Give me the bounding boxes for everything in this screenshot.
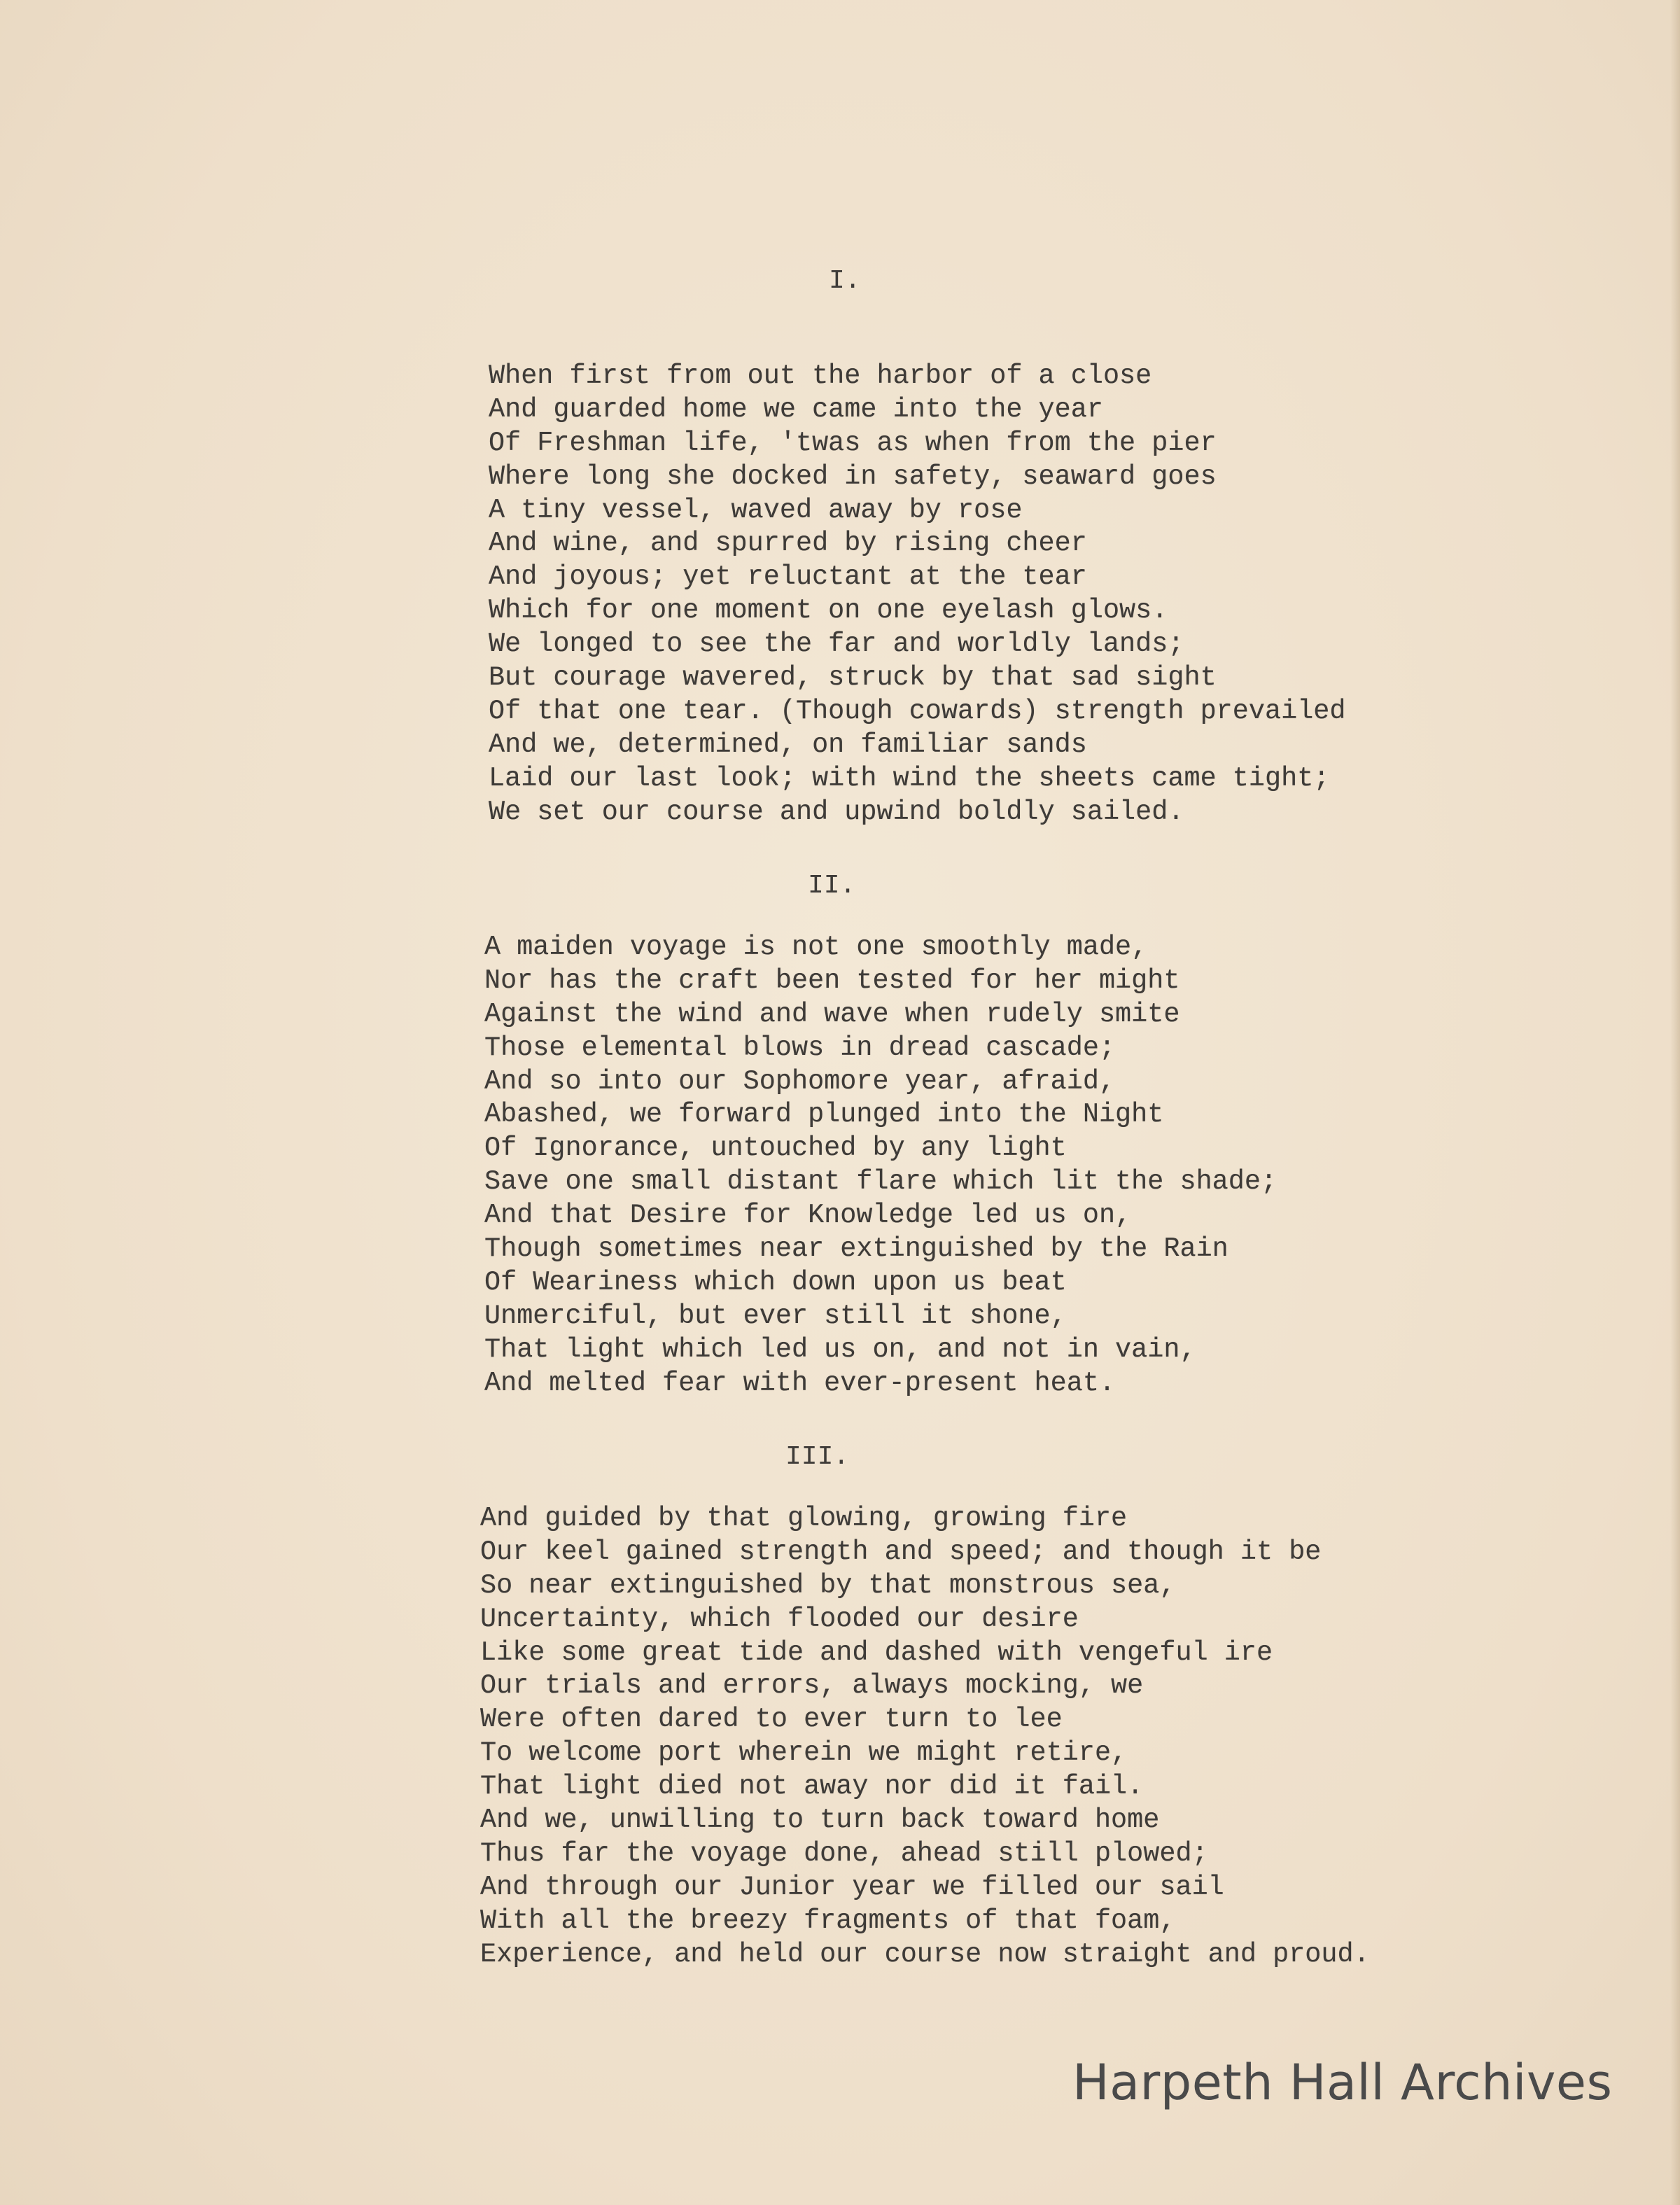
stanza-numeral-1: I.	[829, 266, 861, 296]
poem-line: Against the wind and wave when rudely smite	[484, 998, 1180, 1030]
page-edge-shadow	[1670, 0, 1680, 2205]
poem-line: To welcome port wherein we might retire,	[480, 1737, 1128, 1769]
poem-line: Laid our last look; with wind the sheets came tight;	[489, 762, 1330, 794]
archive-watermark: Harpeth Hall Archives	[1072, 2054, 1613, 2111]
poem-line: Of Weariness which down upon us beat	[484, 1266, 1067, 1298]
poem-line: Our keel gained strength and speed; and though it be	[480, 1536, 1322, 1567]
poem-line: We longed to see the far and worldly lands;	[489, 629, 1184, 660]
poem-line: Where long she docked in safety, seaward goes	[489, 461, 1217, 492]
poem-line: And joyous; yet reluctant at the tear	[489, 561, 1087, 593]
poem-line: Like some great tide and dashed with vengeful ire	[480, 1637, 1273, 1668]
poem-line: Experience, and held our course now straight and proud.	[480, 1938, 1370, 1970]
poem-line: We set our course and upwind boldly sailed.	[489, 796, 1184, 827]
stanza-2	[484, 931, 1464, 1400]
poem-line: Those elemental blows in dread cascade;	[484, 1032, 1116, 1063]
stanza-2-lines	[484, 931, 1464, 1400]
stanza-numeral-3: III.	[785, 1442, 850, 1472]
poem-line: Unmerciful, but ever still it shone,	[484, 1300, 1067, 1331]
poem-line: Nor has the craft been tested for her might	[484, 965, 1180, 996]
poem-line: And we, unwilling to turn back toward home	[480, 1805, 1160, 1836]
poem-line: And that Desire for Knowledge led us on,	[484, 1200, 1132, 1231]
poem-line: Were often dared to ever turn to lee	[480, 1704, 1063, 1735]
poem-line: When first from out the harbor of a close	[489, 360, 1152, 391]
poem-line: So near extinguished by that monstrous sea,	[480, 1569, 1176, 1601]
poem-line: Uncertainty, which flooded our desire	[480, 1603, 1079, 1634]
stanza-1-lines	[489, 360, 1469, 829]
poem-line: And guided by that glowing, growing fire	[480, 1503, 1128, 1534]
poem-line: A maiden voyage is not one smoothly made,	[484, 932, 1148, 962]
poem-line: Save one small distant flare which lit the shade;	[484, 1166, 1278, 1198]
poem-line: And so into our Sophomore year, afraid,	[484, 1065, 1116, 1097]
poem-line: Thus far the voyage done, ahead still plowed;	[480, 1837, 1208, 1869]
poem-line: And melted fear with ever-present heat.	[484, 1367, 1116, 1399]
stanza-1	[489, 360, 1469, 829]
poem-line: Abashed, we forward plunged into the Night	[484, 1099, 1164, 1130]
poem-line: Though sometimes near extinguished by the Rain	[484, 1233, 1228, 1265]
poem-line: And we, determined, on familiar sands	[489, 729, 1087, 760]
poem-line: And through our Junior year we filled our sail	[480, 1871, 1224, 1903]
poem-line: A tiny vessel, waved away by rose	[489, 494, 1023, 526]
poem-line: Of Freshman life, 'twas as when from the pier	[489, 427, 1217, 458]
poem-line: Of that one tear. (Though cowards) strength prevailed	[489, 695, 1346, 727]
poem-line: And guarded home we came into the year	[489, 393, 1103, 425]
poem-line: With all the breezy fragments of that foam,	[480, 1905, 1176, 1936]
poem-line: Our trials and errors, always mocking, we	[480, 1670, 1144, 1702]
stanza-numeral-2: II.	[808, 871, 856, 901]
poem-line: Of Ignorance, untouched by any light	[484, 1133, 1067, 1164]
stanza-3-lines	[480, 1502, 1460, 1971]
stanza-3	[480, 1502, 1460, 1971]
poem-line: That light which led us on, and not in vain,	[484, 1334, 1196, 1365]
poem-line: But courage wavered, struck by that sad sight	[489, 662, 1217, 694]
poem-line: And wine, and spurred by rising cheer	[489, 528, 1087, 559]
poem-line: That light died not away nor did it fail.	[480, 1771, 1144, 1802]
poem-line: Which for one moment on one eyelash glows.	[489, 595, 1168, 626]
